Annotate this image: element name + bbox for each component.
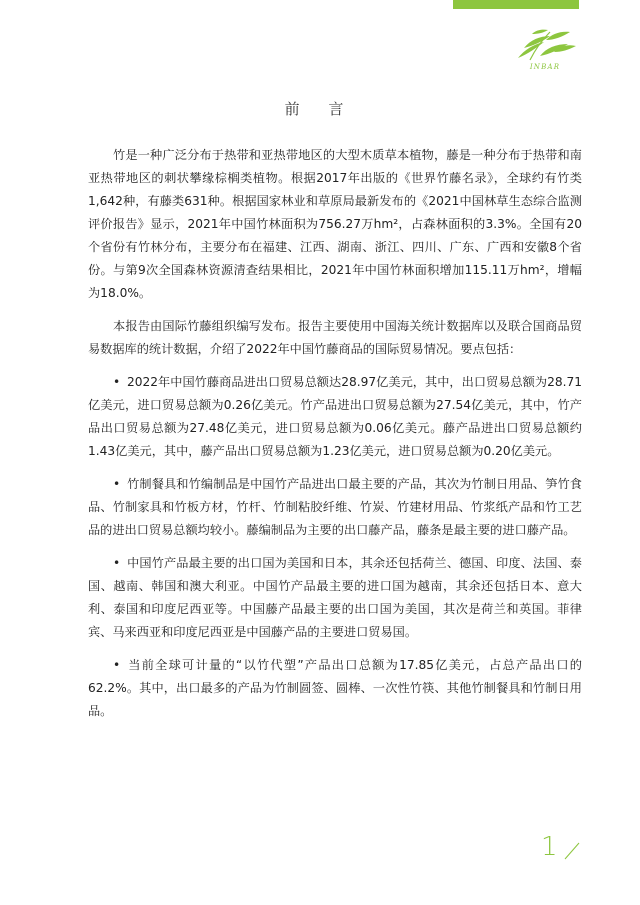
list-item: [88, 552, 582, 644]
bullet-icon: •: [113, 658, 121, 672]
report-intro-paragraph: 本报告由国际竹藤组织编写发布。报告主要使用中国海关统计数据库以及联合国商品贸易数据库的统计数据，介绍了2022年中国竹藤商品的国际贸易情况。要点包括：: [88, 319, 582, 356]
key-points-list: [88, 371, 582, 723]
header-accent-bar: [453, 0, 579, 9]
list-item-text: 竹制餐具和竹编制品是中国竹产品进出口最主要的产品，其次为竹制日用品、笋竹食品、竹制家具和竹板方材，竹杆、竹制粘胶纤维、竹炭、竹建材用品、竹浆纸产品和竹工艺品的进出口贸易总额均较小。藤编制品为主要的出口藤产品，藤条是最主要的进口藤产品。: [88, 477, 582, 537]
intro-paragraph: 竹是一种广泛分布于热带和亚热带地区的大型木质草本植物，藤是一种分布于热带和南亚热带地区的刺状攀缘棕榈类植物。根据2017年出版的《世界竹藤名录》，全球约有竹类1,642种，有藤类631种。根据国家林业和草原局最新发布的《2021中国林草生态综合监测评价报告》显示，2021年中国竹林面积为756.27万hm²，占森林面积的3.3%。全国有20个省份有竹林分布，主要分布在福建、江西、湖南、浙江、四川、广东、广西和安徽8个省份。与第9次全国森林资源清查结果相比，2021年中国竹林面积增加115.11万hm²，增幅为18.0%。: [88, 148, 582, 300]
page-number: 1: [541, 832, 558, 862]
bamboo-leaves-icon: [510, 28, 580, 62]
bullet-icon: •: [113, 556, 121, 570]
page-title: 前 言: [284, 100, 356, 118]
list-item: [88, 473, 582, 542]
bullet-icon: •: [113, 375, 121, 389]
list-item-text: 当前全球可计量的“以竹代塑”产品出口总额为17.85亿美元，占总产品出口的62.2%。其中，出口最多的产品为竹制圆签、圆棒、一次性竹筷、其他竹制餐具和竹制日用品。: [88, 658, 582, 718]
document-body: [88, 144, 582, 733]
inbar-logo: [510, 28, 580, 71]
bullet-icon: •: [113, 477, 121, 491]
list-item-text: 中国竹产品最主要的出口国为美国和日本，其余还包括荷兰、德国、印度、法国、泰国、越南、韩国和澳大利亚。中国竹产品最主要的进口国为越南，其余还包括日本、意大利、泰国和印度尼西亚等。中国藤产品最主要的出口国为美国，其次是荷兰和英国。菲律宾、马来西亚和印度尼西亚是中国藤产品的主要进口贸易国。: [88, 556, 582, 639]
page-slash-icon: [563, 840, 581, 860]
list-item: [88, 654, 582, 723]
list-item: [88, 371, 582, 463]
logo-text: INBAR: [529, 63, 561, 71]
list-item-text: 2022年中国竹藤商品进出口贸易总额达28.97亿美元，其中，出口贸易总额为28.71亿美元，进口贸易总额为0.26亿美元。竹产品进出口贸易总额为27.54亿美元，其中，竹产品出口贸易总额为27.48亿美元，进口贸易总额为0.06亿美元。藤产品进出口贸易总额约1.43亿美元，其中，藤产品出口贸易总额为1.23亿美元，进口贸易总额为0.20亿美元。: [88, 375, 582, 458]
